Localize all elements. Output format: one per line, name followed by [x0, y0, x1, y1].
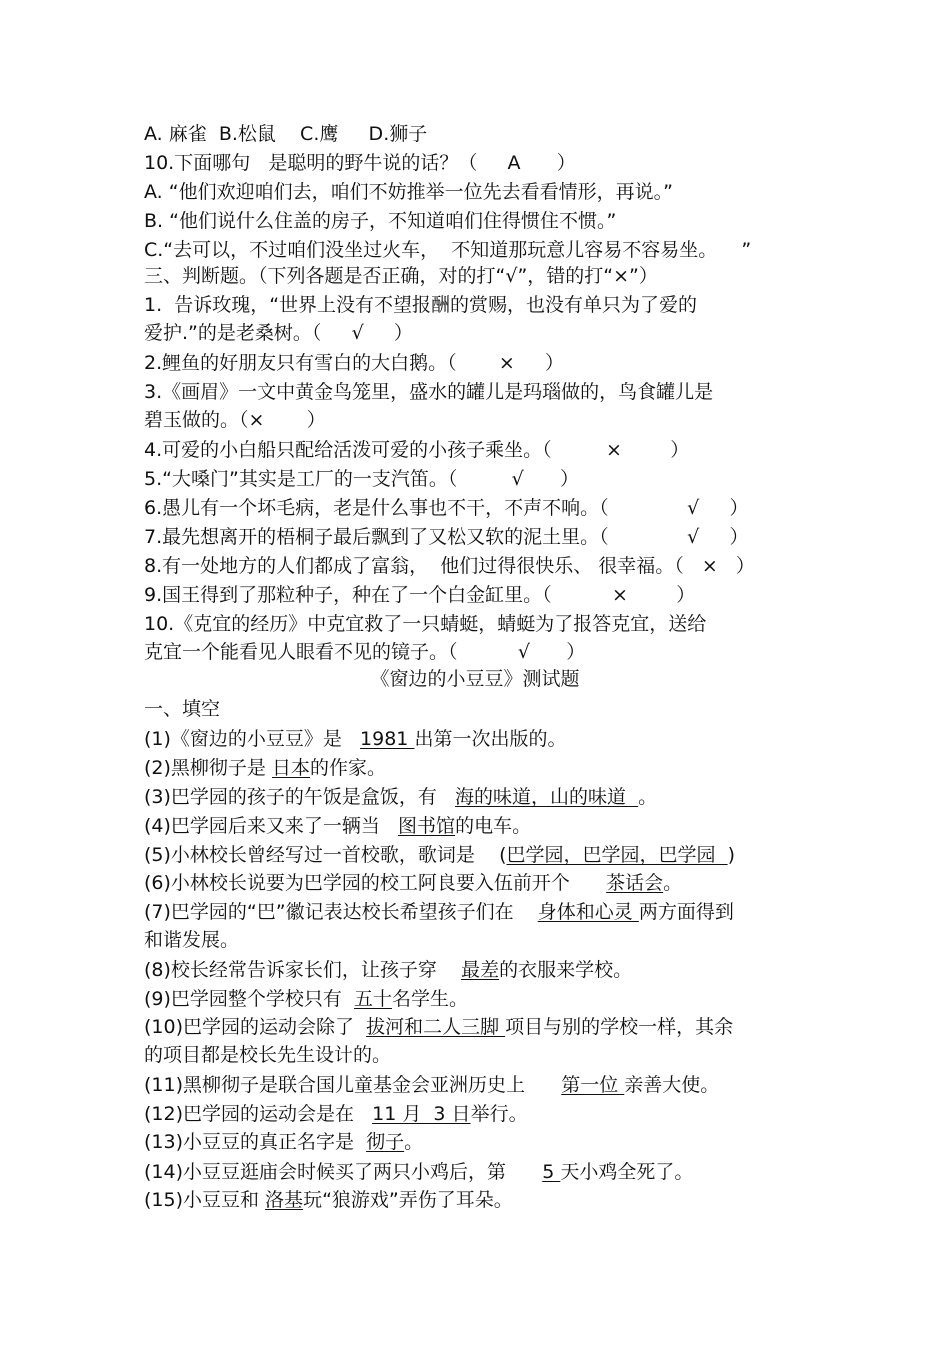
fill-item-2: (2)黑柳彻子是 日本的作家。: [144, 757, 386, 779]
answer-blank: 最差: [461, 959, 500, 981]
fill-item-7-continued: 和谐发展。: [144, 929, 240, 951]
answer-blank: 洛基: [265, 1189, 304, 1211]
answer-blank: 第一位: [561, 1074, 625, 1096]
judge-item: 碧玉做的。（× ）: [144, 409, 326, 431]
answer-blank: 茶话会: [606, 872, 664, 894]
judge-item: 5.“大嗓门”其实是工厂的一支汽笛。（ √ ）: [144, 468, 580, 490]
fill-item-12: (12)巴学园的运动会是在 11 月 3 日举行。: [144, 1103, 528, 1125]
judge-item: 1. 告诉玫瑰，“世界上没有不望报酬的赏赐，也没有单只为了爱的: [144, 294, 698, 316]
q10-option-b: B. “他们说什么住盖的房子，不知道咱们住得惯住不惯。”: [144, 210, 617, 232]
answer-blank: 1981: [360, 728, 415, 750]
answer-blank: 身体和心灵: [537, 901, 639, 923]
fill-section-heading: 一、填空: [144, 698, 221, 720]
fill-item-14: (14)小豆豆逛庙会时候买了两只小鸡后，第 5 天小鸡全死了。: [144, 1161, 694, 1183]
test-title: 《窗边的小豆豆》测试题: [370, 668, 580, 690]
answer-blank: 5: [542, 1161, 561, 1183]
fill-item-6: (6)小林校长说要为巴学园的校工阿良要入伍前开个 茶话会。: [144, 872, 683, 894]
fill-item-1: (1)《窗边的小豆豆》是 1981 出第一次出版的。: [144, 728, 567, 750]
answer-blank: 拔河和二人三脚: [366, 1016, 506, 1038]
fill-item-13: (13)小豆豆的真正名字是 彻子。: [144, 1131, 424, 1153]
judge-item: 6.愚儿有一个坏毛病，老是什么事也不干，不声不响。（ √ ）: [144, 497, 749, 519]
section3-heading: 三、判断题。（下列各题是否正确，对的打“√”，错的打“×”）: [144, 265, 658, 287]
judge-item: 10.《克宜的经历》中克宜救了一只蜻蜓，蜻蜓为了报答克宜，送给: [144, 613, 707, 635]
fill-item-4: (4)巴学园后来又来了一辆当 图书馆的电车。: [144, 815, 532, 837]
q10-option-a: A. “他们欢迎咱们去，咱们不妨推举一位先去看看情形，再说。”: [144, 181, 673, 203]
q10-option-c: C.“去可以，不过咱们没坐过火车， 不知道那玩意儿容易不容易坐。 ”: [144, 239, 752, 261]
fill-item-15: (15)小豆豆和 洛基玩“狼游戏”弄伤了耳朵。: [144, 1189, 513, 1211]
answer-blank: 海的味道，山的味道: [455, 786, 639, 808]
answer-blank: 图书馆: [398, 815, 456, 837]
judge-item: 2.鲤鱼的好朋友只有雪白的大白鹅。（ × ）: [144, 352, 565, 374]
answer-blank: 巴学园，巴学园，巴学园: [506, 844, 728, 866]
q10-question: 10.下面哪句 是聪明的野牛说的话？（ A ）: [144, 152, 576, 174]
q9-options: A. 麻雀 B.松鼠 C.鹰 D.狮子: [144, 123, 428, 145]
fill-item-9: (9)巴学园整个学校只有 五十名学生。: [144, 988, 469, 1010]
fill-item-3: (3)巴学园的孩子的午饭是盒饭，有 海的味道，山的味道 。: [144, 786, 658, 808]
fill-item-10-continued: 的项目都是校长先生设计的。: [144, 1044, 392, 1066]
judge-item: 克宜一个能看见人眼看不见的镜子。（ √ ）: [144, 641, 586, 663]
answer-blank: 五十: [354, 988, 393, 1010]
answer-blank: 11 月 3 日: [372, 1103, 471, 1125]
fill-item-7: (7)巴学园的“巴”徽记表达校长希望孩子们在 身体和心灵 两方面得到: [144, 901, 734, 923]
fill-item-11: (11)黑柳彻子是联合国儿童基金会亚洲历史上 第一位 亲善大使。: [144, 1074, 720, 1096]
fill-item-8: (8)校长经常告诉家长们，让孩子穿 最差的衣服来学校。: [144, 959, 633, 981]
fill-item-5: (5)小林校长曾经写过一首校歌，歌词是 (巴学园，巴学园，巴学园 ): [144, 844, 736, 866]
judge-item: 8.有一处地方的人们都成了富翁， 他们过得很快乐、 很幸福。（ × ）: [144, 555, 755, 577]
answer-blank: 日本: [271, 757, 310, 779]
judge-item: 7.最先想离开的梧桐子最后飘到了又松又软的泥土里。（ √ ）: [144, 526, 749, 548]
answer-blank: 彻子: [366, 1131, 405, 1153]
judge-item: 4.可爱的小白船只配给活泼可爱的小孩子乘坐。（ × ）: [144, 439, 690, 461]
judge-item: 3.《画眉》一文中黄金鸟笼里，盛水的罐儿是玛瑙做的，鸟食罐儿是: [144, 381, 714, 403]
judge-item: 9.国王得到了那粒种子，种在了一个白金缸里。（ × ）: [144, 584, 696, 606]
fill-item-10: (10)巴学园的运动会除了 拔河和二人三脚 项目与别的学校一样，其余: [144, 1016, 734, 1038]
judge-item: 爱护.”的是老桑树。（ √ ）: [144, 322, 413, 344]
